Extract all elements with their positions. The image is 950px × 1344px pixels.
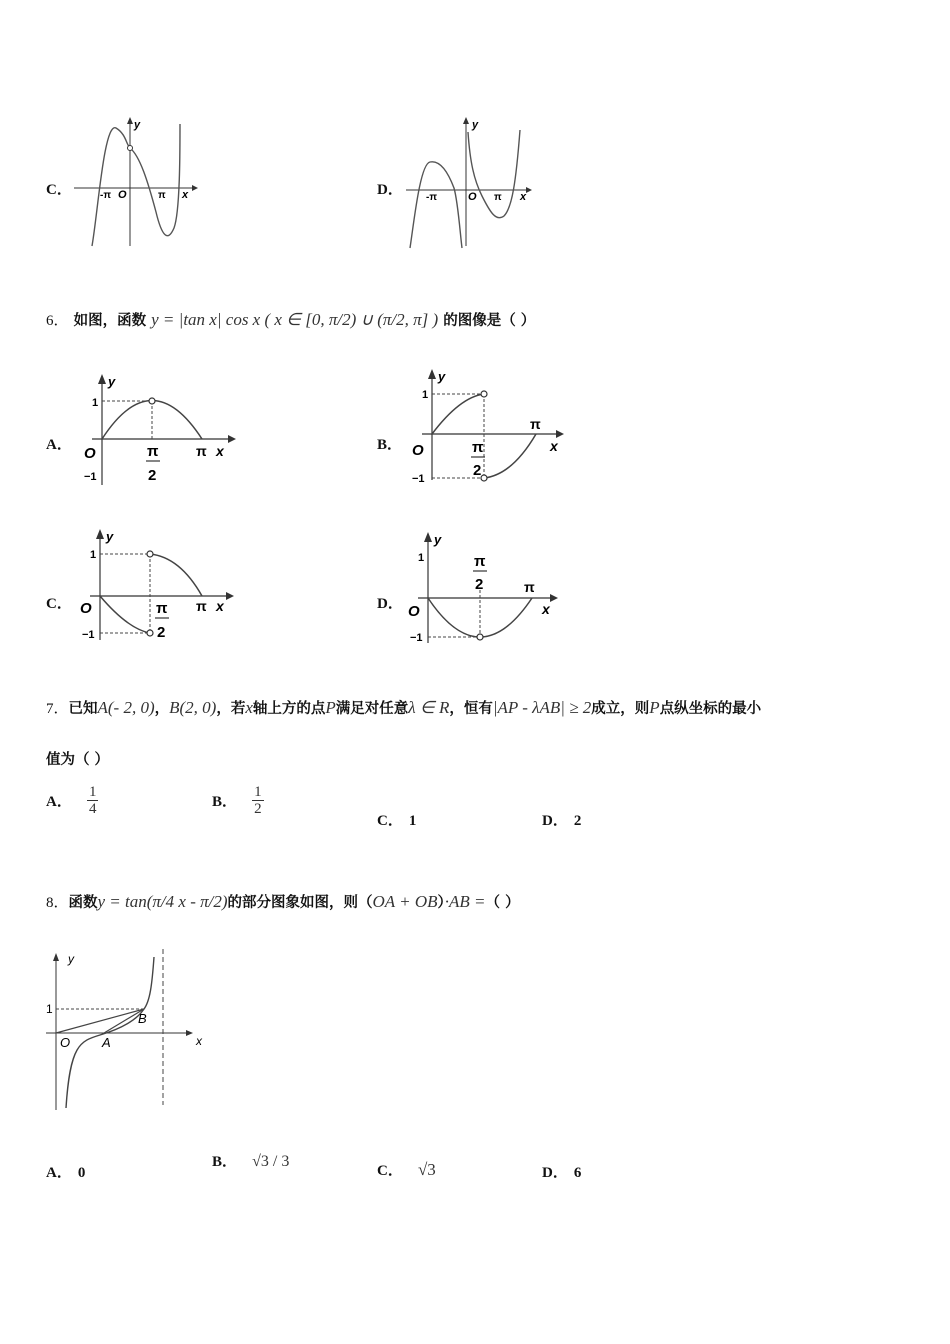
q6b-half-pi-num: π: [472, 439, 484, 456]
q6b-x-label: x: [550, 438, 558, 454]
q6-option-b-label: B．: [377, 437, 403, 453]
q6b-origin: O: [412, 442, 424, 459]
q6d-x-label: x: [542, 601, 550, 617]
q7-option-b-label: B．: [212, 794, 238, 810]
q7-stem-6: 成立，则: [591, 701, 650, 717]
q8-prefix: 函数: [68, 895, 98, 911]
q8-option-a-label: A．: [46, 1165, 72, 1181]
q5-option-c-label: C．: [46, 182, 72, 198]
q6b-one: 1: [422, 389, 429, 401]
q7-option-c-value: 1: [408, 813, 417, 829]
q7-point-a: A(- 2, 0): [97, 698, 155, 717]
q8-option-a-value: 0: [77, 1165, 86, 1181]
q6a-half-pi-den: 2: [148, 467, 157, 484]
q6-option-a-label: A．: [46, 437, 72, 453]
q6c-x-label: x: [216, 598, 224, 614]
q7-stem-2: ，若: [216, 701, 246, 717]
q7-stem-line2: 值为（ ）: [46, 752, 110, 768]
q8-option-a: [46, 1161, 85, 1182]
q7-point-b: B(2, 0): [169, 698, 217, 717]
q7-option-d-label: D．: [542, 813, 568, 829]
q5-graph-d: [402, 112, 534, 252]
q8-stem: [46, 888, 520, 917]
q5c-y-label: y: [134, 119, 141, 131]
q7-option-a-label: A．: [46, 794, 72, 810]
q6c-one: 1: [90, 549, 97, 561]
q6d-pi: π: [524, 579, 535, 595]
q8-option-b-value: √3 / 3: [252, 1153, 290, 1170]
q7-option-c: [377, 809, 416, 830]
q6d-y-label: y: [434, 532, 442, 547]
q5c-origin: O: [118, 189, 127, 201]
q8-option-d-value: 6: [573, 1165, 582, 1181]
q7-option-c-label: C．: [377, 813, 403, 829]
q6c-neg-one: −1: [82, 629, 95, 641]
q7-stem-1: 已知: [68, 701, 98, 717]
q6-graph-a: [78, 370, 248, 495]
q6b-half-pi-den: 2: [473, 462, 482, 479]
q7-option-a: [46, 784, 98, 817]
q5d-tick-pi: π: [494, 192, 502, 203]
q6-suffix: 的图像是（ ）: [443, 313, 536, 329]
q6-formula: y = |tan x| cos x ( x ∈ [0, π/2) ∪ (π/2, π] ): [151, 310, 439, 329]
q6-graph-c: [76, 525, 246, 650]
q6b-pi: π: [530, 416, 541, 432]
q7-stem-7: 点纵坐标的最小: [659, 701, 762, 717]
q7-x-var: x: [245, 698, 253, 717]
q5-option-d-label: D．: [377, 182, 403, 198]
q8-number: 8．: [46, 895, 69, 911]
q5-graph-c: [70, 112, 200, 252]
q7-stem-5: ，恒有: [449, 701, 493, 717]
q8-suffix: （ ）: [485, 895, 520, 911]
q8-point-a: A: [102, 1035, 111, 1050]
q7-option-a-num: 1: [88, 784, 97, 800]
q6-graph-b: [408, 365, 578, 490]
q8-formula: y = tan(π/4 x - π/2): [97, 892, 228, 911]
q6c-origin: O: [80, 600, 92, 617]
q8-option-c: [377, 1159, 436, 1180]
q6c-y-label: y: [106, 529, 114, 544]
q8-y-label: y: [68, 952, 74, 966]
q7-option-b-den: 2: [254, 801, 262, 817]
q6a-origin: O: [84, 445, 96, 462]
q6d-origin: O: [408, 603, 420, 620]
q6b-y-label: y: [438, 369, 446, 384]
q6b-neg-one: −1: [412, 473, 425, 485]
q6c-half-pi-den: 2: [157, 624, 166, 641]
q7-option-a-den: 4: [88, 801, 97, 817]
q8-one: 1: [46, 1002, 53, 1016]
q7-lambda-cond: λ ∈ R: [408, 698, 450, 717]
q6-number: 6．: [46, 313, 69, 329]
q7-option-b-num: 1: [254, 784, 262, 800]
q6a-x-label: x: [216, 443, 224, 459]
q8-option-b: [212, 1150, 289, 1171]
q6a-neg-one: −1: [84, 471, 97, 483]
q5c-tick-pi: π: [158, 190, 166, 201]
q8-close: ）: [437, 895, 445, 911]
q5c-x-label: x: [182, 189, 189, 201]
q7-option-b: [212, 784, 264, 817]
q8-graph: [40, 945, 220, 1115]
q5d-y-label: y: [472, 119, 479, 131]
q6a-pi: π: [196, 443, 207, 459]
q8-option-c-label: C．: [377, 1163, 403, 1179]
q6c-pi: π: [196, 598, 207, 614]
q6a-half-pi-num: π: [147, 443, 159, 460]
q8-x-label: x: [196, 1034, 202, 1048]
q6d-half-pi-num: π: [474, 553, 486, 570]
q6-graph-d: [404, 528, 574, 653]
q6-option-c-label: C．: [46, 596, 72, 612]
q7-p-var-2: P: [649, 698, 660, 717]
q5d-x-label: x: [520, 191, 527, 203]
q8-dot-ab: ·AB =: [444, 892, 486, 911]
q6c-half-pi-num: π: [156, 600, 168, 617]
q8-option-c-value: √3: [417, 1160, 436, 1179]
q8-option-b-label: B．: [212, 1154, 238, 1170]
q8-origin: O: [60, 1035, 71, 1050]
q7-stem-3: 轴上方的点: [252, 701, 326, 717]
q8-option-d: [542, 1161, 581, 1182]
q5c-tick-neg-pi: -π: [100, 190, 111, 201]
q8-option-d-label: D．: [542, 1165, 568, 1181]
q6-stem: [46, 306, 535, 335]
q8-mid: 的部分图象如图，则（: [227, 895, 373, 911]
q6d-half-pi-den: 2: [475, 576, 484, 593]
q5d-origin: O: [468, 191, 477, 203]
q6a-y-label: y: [108, 374, 116, 389]
q7-stem: 7．已知A(- 2, 0)，B(2, 0)，若x轴上方的点P满足对任意λ ∈ R，恒有|AP - λAB| ≥ 2成立，则P点纵坐标的最小: [46, 698, 762, 717]
q6d-one: 1: [418, 552, 425, 564]
q7-p-var: P: [325, 698, 336, 717]
q8-vec: OA + OB: [372, 892, 438, 911]
q6-prefix: 如图，函数: [73, 313, 147, 329]
q6d-neg-one: −1: [410, 632, 423, 644]
q8-point-b: B: [138, 1011, 147, 1026]
q6a-one: 1: [92, 397, 99, 409]
q7-option-d: [542, 809, 581, 830]
q7-stem-4: 满足对任意: [335, 701, 409, 717]
q5d-tick-neg-pi: -π: [426, 192, 437, 203]
q6-option-d-label: D．: [377, 596, 403, 612]
q7-number: 7．: [46, 701, 69, 717]
q7-inequality: |AP - λAB| ≥ 2: [492, 698, 592, 717]
q7-option-d-value: 2: [573, 813, 582, 829]
